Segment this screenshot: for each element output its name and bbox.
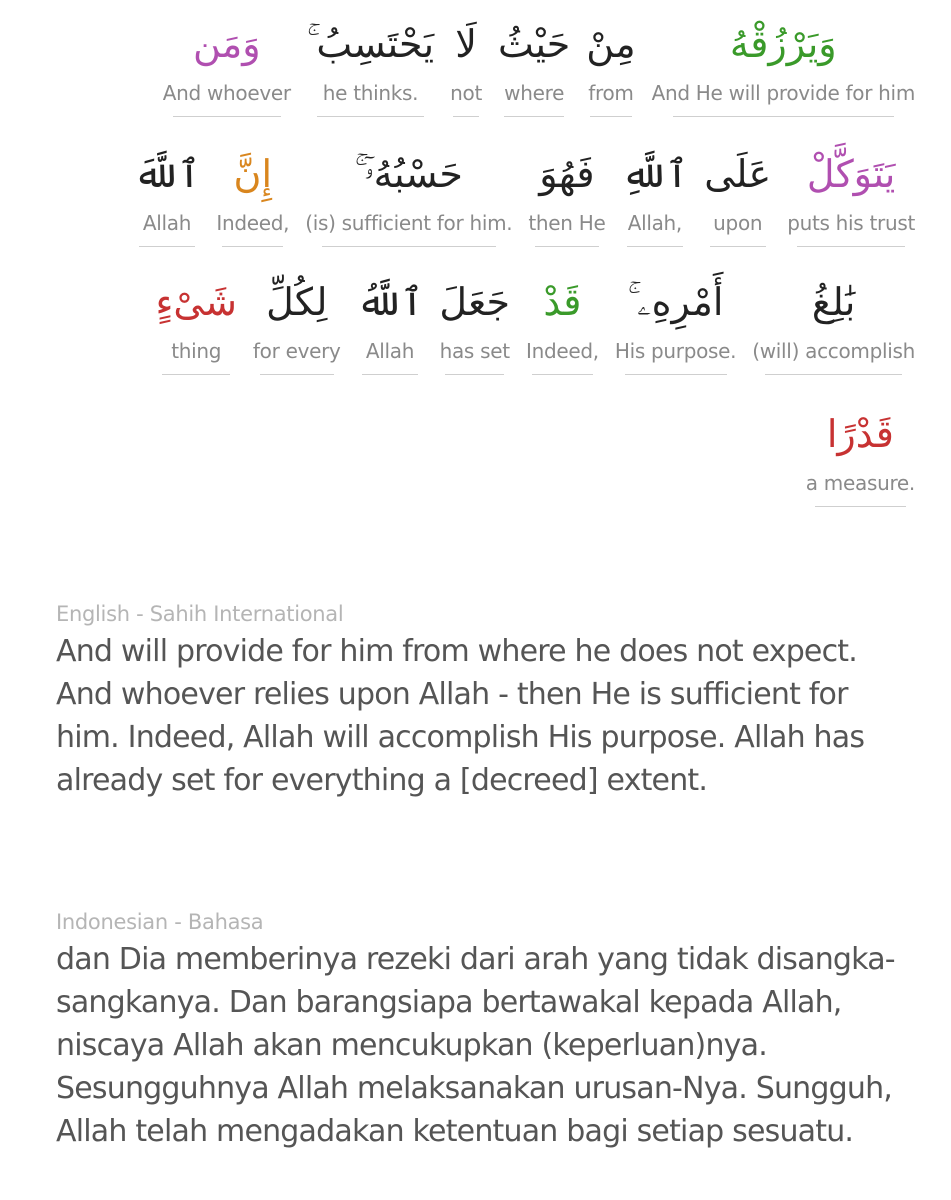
- word-underline: [317, 116, 424, 117]
- word-translation: (will) accomplish: [752, 339, 915, 363]
- word-translation: a measure.: [805, 471, 915, 495]
- word-underline: [362, 374, 418, 375]
- wbw-word[interactable]: [216, 148, 289, 247]
- wbw-word[interactable]: [307, 18, 434, 117]
- word-translation: And whoever: [162, 81, 291, 105]
- word-underline: [322, 246, 496, 247]
- wbw-word[interactable]: [134, 148, 201, 247]
- arabic-word: قَدْرًا: [826, 412, 894, 456]
- wbw-word[interactable]: [586, 18, 635, 117]
- wbw-word[interactable]: [621, 148, 688, 247]
- wbw-word[interactable]: [752, 276, 915, 375]
- arabic-word: يَتَوَكَّلْ: [806, 152, 896, 196]
- wbw-word[interactable]: [652, 18, 915, 117]
- word-translation: And He will provide for him: [651, 81, 915, 105]
- word-translation: where: [504, 81, 565, 105]
- word-translation: Indeed,: [216, 211, 290, 235]
- english-translation-label: English - Sahih International: [56, 602, 344, 626]
- wbw-word[interactable]: [704, 148, 771, 247]
- wbw-word[interactable]: [357, 276, 424, 375]
- arabic-word: جَعَلَ: [439, 280, 510, 324]
- indonesian-translation-section: [56, 908, 916, 1153]
- wbw-word[interactable]: [498, 18, 570, 117]
- word-translation: Allah: [142, 211, 192, 235]
- word-underline: [453, 116, 480, 117]
- word-underline: [139, 246, 195, 247]
- arabic-word: يَحْتَسِبُ ۚ: [306, 22, 435, 66]
- word-underline: [625, 374, 727, 375]
- word-underline: [532, 374, 593, 375]
- word-translation: not: [450, 81, 482, 105]
- word-translation: Allah: [365, 339, 415, 363]
- word-translation: then He: [528, 211, 606, 235]
- word-underline: [673, 116, 894, 117]
- arabic-word: حَيْثُ: [498, 22, 571, 66]
- wbw-line-4: [806, 408, 915, 507]
- arabic-word: ٱللَّهُ: [356, 280, 424, 324]
- wbw-line-1: [163, 18, 915, 117]
- word-translation: for every: [252, 339, 341, 363]
- word-translation: Allah,: [627, 211, 682, 235]
- wbw-word[interactable]: [528, 148, 605, 247]
- word-underline: [260, 374, 334, 375]
- word-underline: [162, 374, 230, 375]
- arabic-word: عَلَى: [704, 152, 772, 196]
- word-underline: [627, 246, 683, 247]
- word-translation: Indeed,: [526, 339, 599, 363]
- word-translation: (is) sufficient for him.: [305, 211, 513, 235]
- wbw-word[interactable]: [156, 276, 237, 375]
- word-underline: [815, 506, 907, 507]
- wbw-word[interactable]: [163, 18, 291, 117]
- word-underline: [173, 116, 281, 117]
- arabic-word: وَيَرْزُقْهُ: [729, 22, 837, 66]
- arabic-word: حَسْبُهُۥٓ ۚ: [354, 152, 463, 196]
- word-translation: upon: [713, 211, 763, 235]
- wbw-line-2: [134, 148, 915, 247]
- wbw-word[interactable]: [305, 148, 512, 247]
- indonesian-translation-label: Indonesian - Bahasa: [56, 910, 264, 934]
- wbw-word[interactable]: [787, 148, 915, 247]
- indonesian-translation-text: dan Dia memberinya rezeki dari arah yang tidak disangka-sangkanya. Dan barangsiapa bertawakal kepada Allah, niscaya Allah akan mencukupkan (keperluan)nya. Sesungguhnya Allah melaksanakan urusan-Nya. Sungguh, Allah telah mengadakan ketentuan bagi setiap sesuatu.: [56, 942, 895, 1149]
- word-by-word-panel: [0, 0, 951, 540]
- arabic-word: إِنَّ: [233, 152, 273, 196]
- wbw-word[interactable]: [615, 276, 736, 375]
- arabic-word: ٱللَّهِ: [621, 152, 689, 196]
- english-translation-section: [56, 600, 916, 802]
- arabic-word: لِكُلِّ: [266, 280, 328, 324]
- arabic-word: وَمَن: [192, 22, 261, 66]
- wbw-word[interactable]: [439, 276, 510, 375]
- word-underline: [535, 246, 600, 247]
- word-underline: [590, 116, 631, 117]
- word-translation: from: [588, 81, 634, 105]
- word-underline: [765, 374, 902, 375]
- arabic-word: ٱللَّهَ: [133, 152, 201, 196]
- word-translation: puts his trust: [787, 211, 915, 235]
- wbw-word[interactable]: [253, 276, 341, 375]
- arabic-word: شَىْءٍ: [155, 280, 237, 324]
- word-underline: [504, 116, 565, 117]
- wbw-line-3: [156, 276, 915, 375]
- wbw-word[interactable]: [806, 408, 915, 507]
- word-translation: His purpose.: [614, 339, 737, 363]
- arabic-word: بَٰلِغُ: [811, 280, 856, 324]
- word-underline: [710, 246, 766, 247]
- arabic-word: فَهُوَ: [539, 152, 595, 196]
- word-translation: has set: [439, 339, 510, 363]
- word-translation: thing: [171, 339, 222, 363]
- arabic-word: قَدْ: [543, 280, 582, 324]
- word-translation: he thinks.: [322, 81, 419, 105]
- word-underline: [222, 246, 283, 247]
- wbw-word[interactable]: [450, 18, 482, 117]
- arabic-word: لَا: [455, 22, 477, 66]
- arabic-word: أَمْرِهِۦ ۚ: [627, 280, 724, 324]
- arabic-word: مِنْ: [586, 22, 636, 66]
- english-translation-text: And will provide for him from where he does not expect. And whoever relies upon Allah - then He is sufficient for him. Indeed, Allah will accomplish His purpose. Allah has already set for everything a [decreed] extent.: [56, 634, 865, 798]
- word-underline: [445, 374, 504, 375]
- wbw-word[interactable]: [526, 276, 599, 375]
- word-underline: [797, 246, 904, 247]
